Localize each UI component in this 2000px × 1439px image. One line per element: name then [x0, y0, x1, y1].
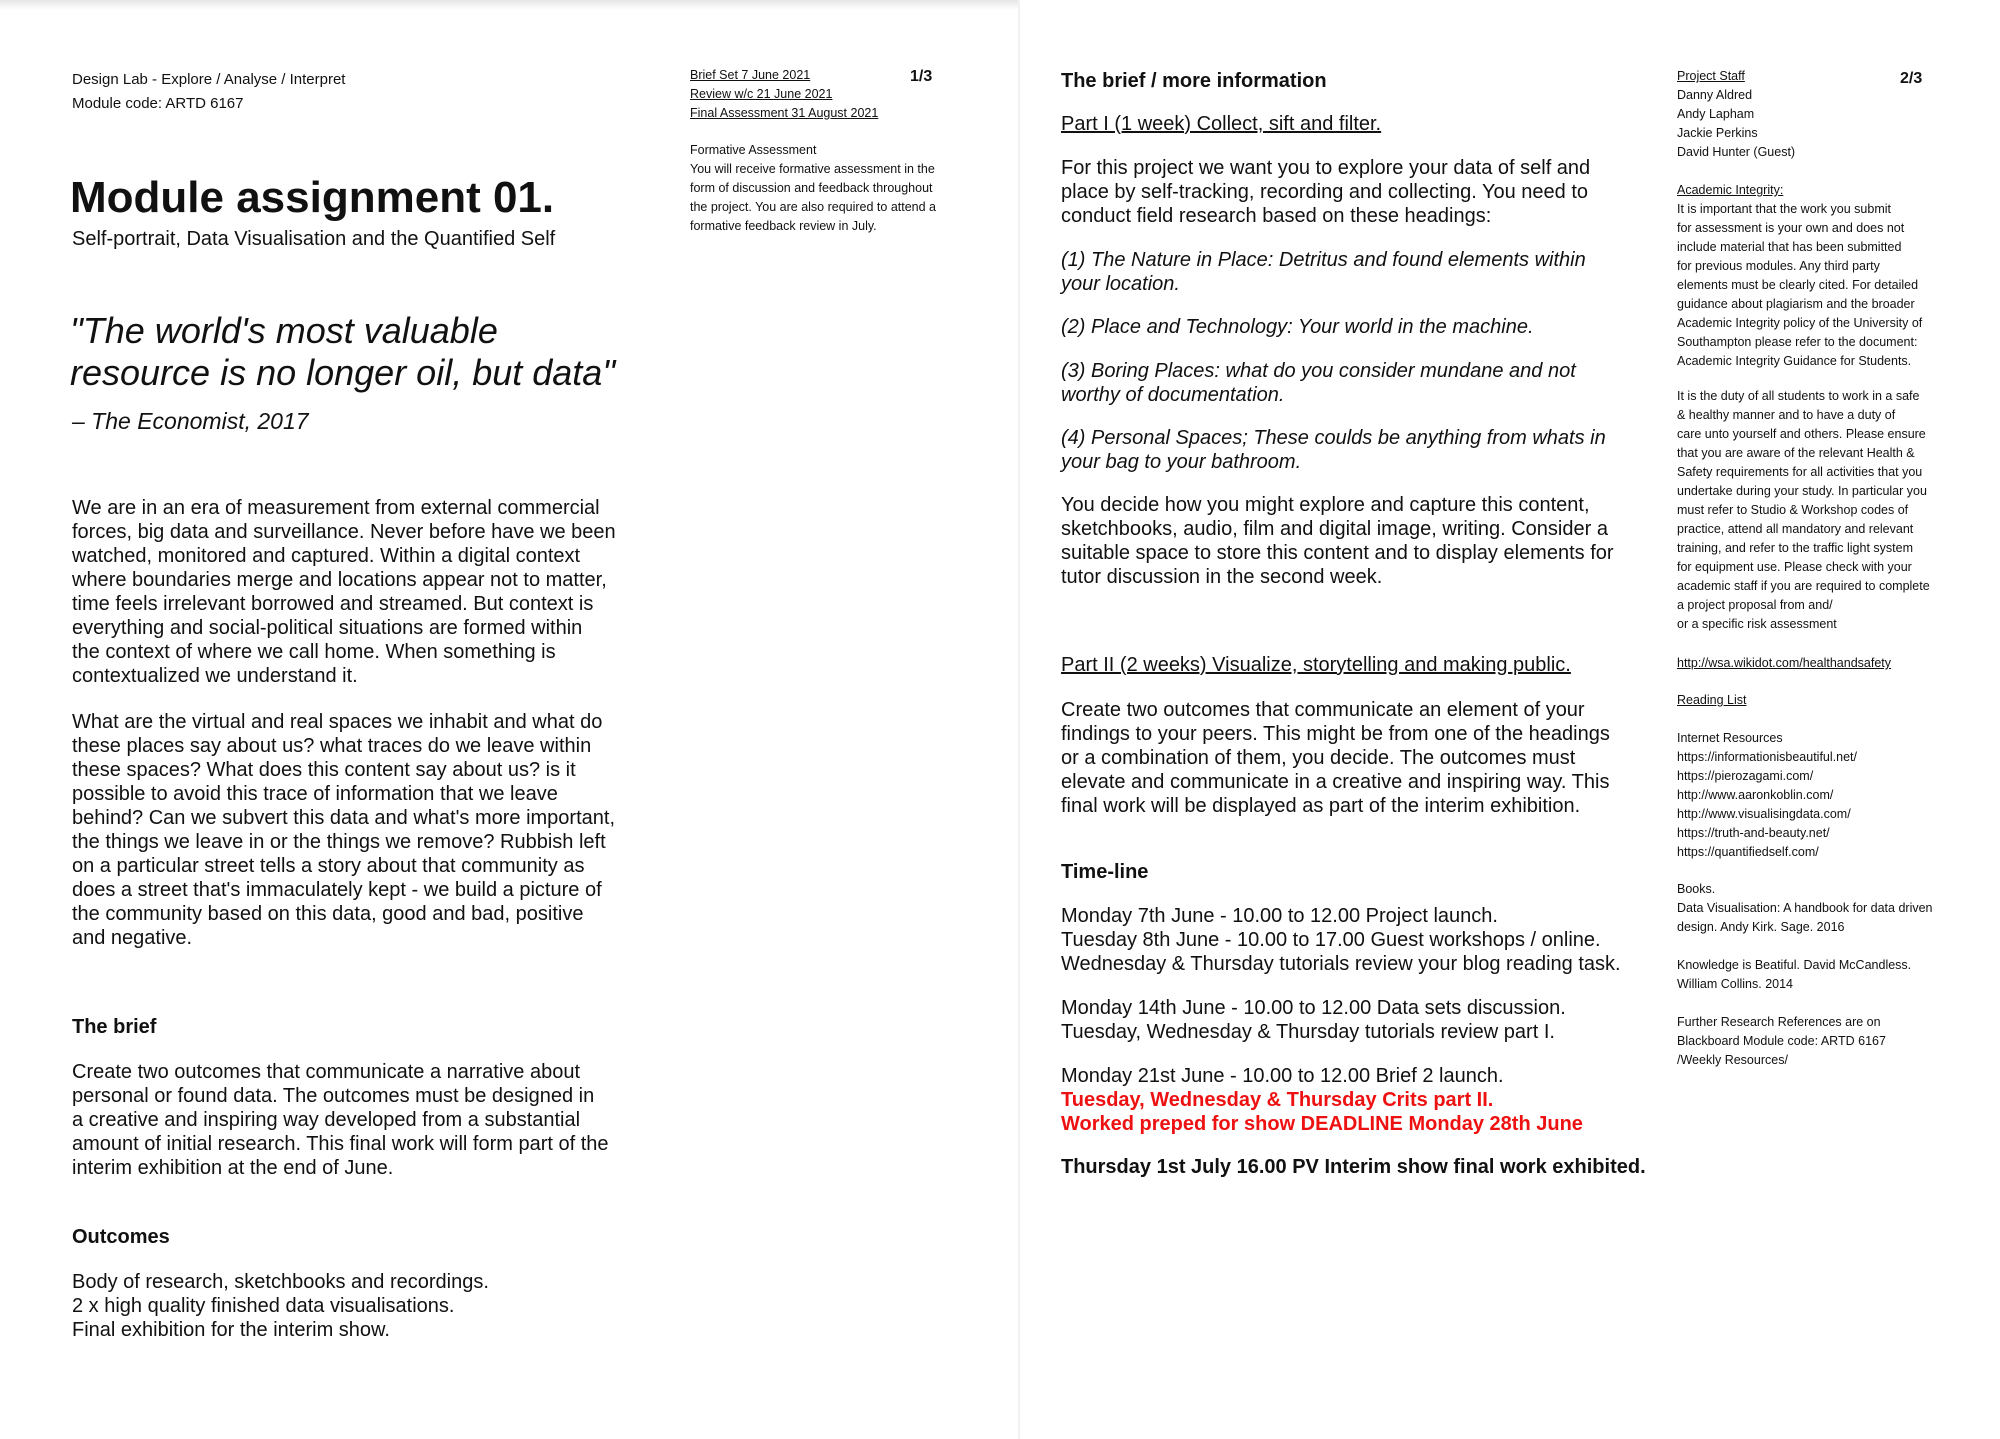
page-number: 1/3	[910, 68, 933, 85]
timeline-entry: Monday 14th June - 10.00 to 12.00 Data sets discussion.	[1061, 997, 1566, 1019]
course-title: Design Lab - Explore / Analyse / Interpret	[72, 71, 346, 88]
paragraph-line: a creative and inspiring way developed from a substantial	[72, 1109, 581, 1131]
safety-line: & healthy manner and to have a duty of	[1677, 408, 1896, 422]
integrity-line: for previous modules. Any third party	[1677, 259, 1880, 273]
health-safety-link[interactable]: http://wsa.wikidot.com/healthandsafety	[1677, 656, 1892, 670]
safety-line: practice, attend all mandatory and relevant	[1677, 522, 1914, 536]
timeline-entry: Tuesday, Wednesday & Thursday tutorials review part I.	[1061, 1021, 1555, 1043]
page-title: Module assignment 01.	[70, 173, 555, 222]
safety-line: or a specific risk assessment	[1677, 617, 1837, 631]
paragraph-line: on a particular street tells a story about that community as	[72, 855, 585, 877]
resource-link[interactable]: https://truth-and-beauty.net/	[1677, 826, 1830, 840]
book-entry: Knowledge is Beatiful. David McCandless.	[1677, 958, 1912, 972]
books-heading: Books.	[1677, 882, 1716, 896]
resource-link[interactable]: https://quantifiedself.com/	[1677, 845, 1819, 859]
paragraph-line: behind? Can we subvert this data and what's more important,	[72, 807, 616, 829]
outcomes-list	[72, 1270, 489, 1342]
paragraph-line: watched, monitored and captured. Within a digital context	[72, 545, 581, 567]
safety-line: care unto yourself and others. Please ensure	[1677, 427, 1926, 441]
resource-link[interactable]: http://www.visualisingdata.com/	[1677, 807, 1851, 821]
safety-line: It is the duty of all students to work in a safe	[1677, 389, 1920, 403]
part1-decide	[1061, 493, 1614, 589]
further-references	[1677, 1013, 1886, 1070]
resource-link[interactable]: http://www.aaronkoblin.com/	[1677, 788, 1834, 802]
staff-member: Andy Lapham	[1677, 107, 1755, 121]
outcome-item: 2 x high quality finished data visualisations.	[72, 1295, 455, 1317]
safety-line: that you are aware of the relevant Health &	[1677, 446, 1915, 460]
integrity-heading: Academic Integrity:	[1677, 183, 1784, 197]
paragraph-line: (1) The Nature in Place: Detritus and found elements within	[1061, 249, 1586, 271]
further-line: Further Research References are on	[1677, 1015, 1881, 1029]
part2-paragraph	[1061, 698, 1610, 818]
paragraph-line: You decide how you might explore and capture this content,	[1061, 494, 1590, 516]
timeline-crits-highlight: Tuesday, Wednesday & Thursday Crits part II.	[1061, 1089, 1494, 1111]
formative-line: You will receive formative assessment in the	[690, 162, 935, 176]
timeline-heading: Time-line	[1061, 861, 1149, 883]
outcomes-heading: Outcomes	[72, 1226, 170, 1248]
paragraph-line: For this project we want you to explore your data of self and	[1061, 157, 1591, 179]
research-heading-1	[1061, 248, 1586, 296]
timeline-entry: Tuesday 8th June - 10.00 to 17.00 Guest workshops / online.	[1061, 929, 1601, 951]
staff-member: Jackie Perkins	[1677, 126, 1758, 140]
timeline-entry: Monday 7th June - 10.00 to 12.00 Project launch.	[1061, 905, 1498, 927]
book-two	[1677, 956, 1911, 994]
paragraph-line: (2) Place and Technology: Your world in the machine.	[1061, 316, 1534, 338]
page-subtitle: Self-portrait, Data Visualisation and the Quantified Self	[72, 228, 556, 250]
outcome-item: Body of research, sketchbooks and recordings.	[72, 1271, 489, 1293]
paragraph-line: conduct field research based on these headings:	[1061, 205, 1492, 227]
brief-heading: The brief	[72, 1016, 157, 1038]
internet-resources	[1677, 729, 1857, 862]
paragraph-line: Create two outcomes that communicate a narrative about	[72, 1061, 581, 1083]
resource-link[interactable]: https://informationisbeautiful.net/	[1677, 750, 1857, 764]
paragraph-line: the things we leave in or the things we remove? Rubbish left	[72, 831, 606, 853]
formative-line: formative feedback review in July.	[690, 219, 877, 233]
quote-source: – The Economist, 2017	[72, 408, 309, 434]
safety-line: for equipment use. Please check with your	[1677, 560, 1912, 574]
paragraph-line: and negative.	[72, 927, 193, 949]
more-info-heading: The brief / more information	[1061, 70, 1327, 92]
project-staff	[1677, 67, 1795, 162]
timeline-entry: Wednesday & Thursday tutorials review your blog reading task.	[1061, 953, 1621, 975]
module-header	[72, 70, 345, 114]
paragraph-line: or a combination of them, you decide. The outcomes must	[1061, 747, 1576, 769]
paragraph-line: time feels irrelevant borrowed and streamed. But context is	[72, 593, 594, 615]
book-entry: Data Visualisation: A handbook for data driven	[1677, 901, 1933, 915]
quote-line: resource is no longer oil, but data"	[70, 352, 616, 393]
outcome-item: Final exhibition for the interim show.	[72, 1319, 390, 1341]
paragraph-line: suitable space to store this content and to display elements for	[1061, 542, 1614, 564]
safety-line: undertake during your study. In particular you	[1677, 484, 1927, 498]
part2-heading: Part II (2 weeks) Visualize, storytelling and making public.	[1061, 654, 1571, 676]
formative-title: Formative Assessment	[690, 143, 817, 157]
integrity-line: guidance about plagiarism and the broader	[1677, 297, 1915, 311]
health-safety	[1677, 387, 1930, 634]
timeline-week-2	[1061, 996, 1566, 1044]
academic-integrity	[1677, 181, 1922, 371]
paragraph-line: does a street that's immaculately kept - we build a picture of	[72, 879, 602, 901]
integrity-line: elements must be clearly cited. For detailed	[1677, 278, 1919, 292]
timeline-week-3	[1061, 1064, 1583, 1136]
quote	[70, 310, 615, 394]
timeline-entry: Monday 21st June - 10.00 to 12.00 Brief 2 launch.	[1061, 1065, 1504, 1087]
paragraph-line: the context of where we call home. When something is	[72, 641, 556, 663]
paragraph-line: these spaces? What does this content say about us? is it	[72, 759, 576, 781]
formative-line: the project. You are also required to attend a	[690, 200, 937, 214]
safety-line: Safety requirements for all activities that you	[1677, 465, 1923, 479]
paragraph-line: Create two outcomes that communicate an element of your	[1061, 699, 1585, 721]
integrity-line: It is important that the work you submit	[1677, 202, 1891, 216]
reading-list-heading: Reading List	[1677, 693, 1747, 707]
brief-paragraph	[72, 1060, 609, 1180]
paragraph-line: tutor discussion in the second week.	[1061, 566, 1383, 588]
paragraph-line: interim exhibition at the end of June.	[72, 1157, 394, 1179]
formative-line: form of discussion and feedback throughout	[690, 181, 933, 195]
date-final-assessment: Final Assessment 31 August 2021	[690, 106, 879, 120]
part1-heading: Part I (1 week) Collect, sift and filter.	[1061, 113, 1382, 135]
integrity-line: for assessment is your own and does not	[1677, 221, 1905, 235]
part1-intro	[1061, 156, 1590, 228]
staff-member: David Hunter (Guest)	[1677, 145, 1796, 159]
paragraph-line: amount of initial research. This final work will form part of the	[72, 1133, 609, 1155]
paragraph-line: the community based on this data, good and bad, positive	[72, 903, 584, 925]
research-heading-2	[1061, 315, 1534, 339]
paragraph-line: worthy of documentation.	[1061, 384, 1285, 406]
page-two	[1020, 0, 2000, 1439]
timeline-deadline-highlight: Worked preped for show DEADLINE Monday 28th June	[1061, 1113, 1583, 1135]
paragraph-line: where boundaries merge and locations appear not to matter,	[72, 569, 607, 591]
formative-assessment	[690, 141, 936, 236]
paragraph-line: place by self-tracking, recording and collecting. You need to	[1061, 181, 1589, 203]
paragraph-line: final work will be displayed as part of the interim exhibition.	[1061, 795, 1581, 817]
paragraph-line: (3) Boring Places: what do you consider mundane and not	[1061, 360, 1576, 382]
research-heading-3	[1061, 359, 1576, 407]
book-entry: William Collins. 2014	[1677, 977, 1794, 991]
integrity-line: Academic Integrity policy of the University of	[1677, 316, 1923, 330]
date-review: Review w/c 21 June 2021	[690, 87, 833, 101]
integrity-line: Southampton please refer to the document:	[1677, 335, 1918, 349]
safety-line: must refer to Studio & Workshop codes of	[1677, 503, 1909, 517]
top-shadow	[0, 0, 1020, 10]
safety-line: training, and refer to the traffic light system	[1677, 541, 1913, 555]
paragraph-line: your location.	[1061, 273, 1180, 295]
questions-paragraph	[72, 710, 615, 950]
paragraph-line: sketchbooks, audio, film and digital image, writing. Consider a	[1061, 518, 1608, 540]
paragraph-line: elevate and communicate in a creative and inspiring way. This	[1061, 771, 1610, 793]
paragraph-line: findings to your peers. This might be from one of the headings	[1061, 723, 1610, 745]
staff-heading: Project Staff	[1677, 69, 1745, 83]
quote-line: "The world's most valuable	[70, 310, 498, 351]
page-number: 2/3	[1900, 70, 1923, 87]
paragraph-line: possible to avoid this trace of information that we leave	[72, 783, 558, 805]
timeline-week-1	[1061, 904, 1621, 976]
paragraph-line: forces, big data and surveillance. Never before have we been	[72, 521, 616, 543]
staff-member: Danny Aldred	[1677, 88, 1753, 102]
book-entry: design. Andy Kirk. Sage. 2016	[1677, 920, 1845, 934]
paragraph-line: these places say about us? what traces do we leave within	[72, 735, 592, 757]
internet-heading: Internet Resources	[1677, 731, 1783, 745]
key-dates	[690, 66, 878, 123]
paragraph-line: What are the virtual and real spaces we inhabit and what do	[72, 711, 603, 733]
further-line: Blackboard Module code: ARTD 6167	[1677, 1034, 1886, 1048]
timeline-final-show: Thursday 1st July 16.00 PV Interim show final work exhibited.	[1061, 1156, 1646, 1178]
safety-line: a project proposal from and/	[1677, 598, 1833, 612]
integrity-line: include material that has been submitted	[1677, 240, 1902, 254]
date-brief-set: Brief Set 7 June 2021	[690, 68, 811, 82]
paragraph-line: We are in an era of measurement from external commercial	[72, 497, 600, 519]
paragraph-line: (4) Personal Spaces; These coulds be anything from whats in	[1061, 427, 1606, 449]
research-heading-4	[1061, 426, 1606, 474]
integrity-line: Academic Integrity Guidance for Students.	[1677, 354, 1912, 368]
further-line: /Weekly Resources/	[1677, 1053, 1788, 1067]
intro-paragraph	[72, 496, 616, 688]
paragraph-line: your bag to your bathroom.	[1061, 451, 1302, 473]
module-code: Module code: ARTD 6167	[72, 95, 244, 112]
paragraph-line: contextualized we understand it.	[72, 665, 358, 687]
safety-line: academic staff if you are required to complete	[1677, 579, 1930, 593]
books	[1677, 880, 1933, 937]
paragraph-line: everything and social-political situations are formed within	[72, 617, 583, 639]
resource-link[interactable]: https://pierozagami.com/	[1677, 769, 1814, 783]
paragraph-line: personal or found data. The outcomes must be designed in	[72, 1085, 595, 1107]
